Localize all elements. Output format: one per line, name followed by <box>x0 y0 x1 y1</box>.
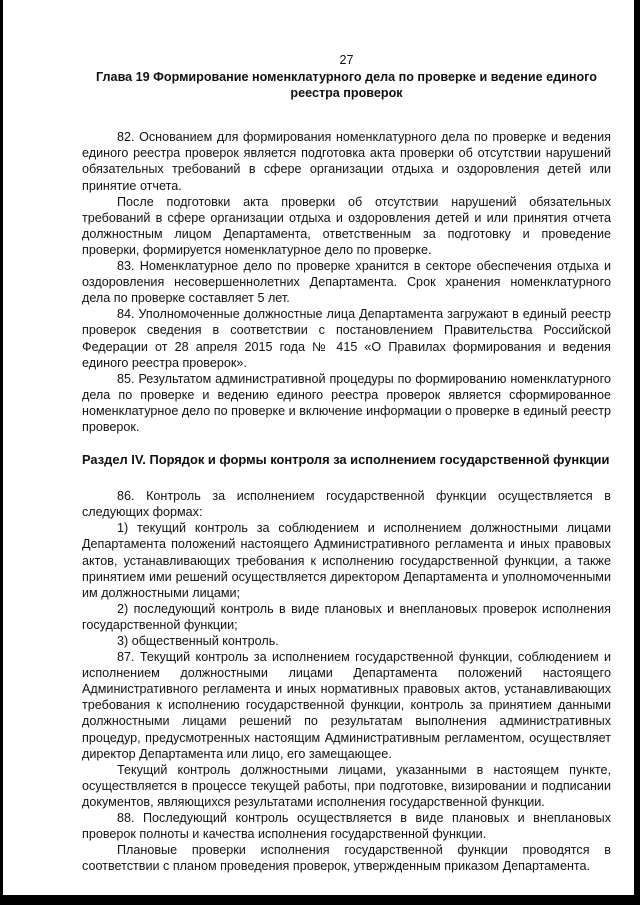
page-number: 27 <box>339 53 354 67</box>
paragraph-86-item-2: 2) последующий контроль в виде плановых и внеплановых проверок исполнения государственной функции; <box>82 601 611 632</box>
paragraph-87: 87. Текущий контроль за исполнением государственной функции, соблюдением и исполнением должностными лицами Департамента положений настоящего Административного регламента и иных нормативных правовых актов, устанавливающих требования к исполнению государственной функции, контроль за принятием данными должностными лицами решений по результатам выполнения административных процедур, предусмотренных настоящим Административным регламентом, осуществляет директор Департамента или лицо, его замещающее. <box>82 650 611 761</box>
paragraph-83: 83. Номенклатурное дело по проверке хранится в секторе обеспечения отдыха и оздоровления несовершеннолетних Департамента. Срок хранения номенклатурного дела по проверке составляет 5 лет. <box>82 259 611 306</box>
chapter-heading: Глава 19 Формирование номенклатурного дела по проверке и ведение единого реестра проверок <box>96 70 597 101</box>
paragraph-82-continued: После подготовки акта проверки об отсутствии нарушений обязательных требований в сфере организации отдыха и оздоровления детей и или принятия отчета должностным лицом Департамента, ответственным за подготовку и проведение проверки, формируется номенклатурное дело по проверке. <box>82 194 611 257</box>
document-page <box>82 52 611 874</box>
paragraph-88-continued: Плановые проверки исполнения государственной функции проводятся в соответствии с планом проведения проверок, утвержденным приказом Департамента. <box>82 843 611 874</box>
scan-edge-left <box>0 0 3 905</box>
paragraph-84: 84. Уполномоченные должностные лица Департамента загружают в единый реестр проверок сведения в соответствии с постановлением Правительства Российской Федерации от 28 апреля 2015 года № 415 «О Правилах формирования и ведения единого реестра проверок». <box>82 307 611 370</box>
paragraph-85: 85. Результатом административной процедуры по формированию номенклатурного дела по проверке и ведению единого реестра проверок является сформированное номенклатурное дело по проверке и включение информации о проверке в единый реестр проверок. <box>82 371 611 434</box>
paragraph-86-item-3: 3) общественный контроль. <box>117 634 279 648</box>
paragraph-86: 86. Контроль за исполнением государственной функции осуществляется в следующих формах: <box>82 489 611 520</box>
scan-edge-bottom <box>0 895 640 905</box>
section-heading: Раздел IV. Порядок и формы контроля за исполнением государственной функции <box>82 452 610 468</box>
scan-edge-right <box>634 0 640 905</box>
paragraph-86-item-1: 1) текущий контроль за соблюдением и исполнением должностными лицами Департамента положений настоящего Административного регламента и иных правовых актов, устанавливающих требования к исполнению государственной функции, а также принятием ими решений осуществляется директором Департамента и уполномоченными им должностными лицами; <box>82 521 611 600</box>
paragraph-82: 82. Основанием для формирования номенклатурного дела по проверке и ведения единого реестра проверок является подготовка акта проверки об отсутствии нарушений обязательных требований в сфере организации отдыха и оздоровления детей или принятие отчета. <box>82 130 611 193</box>
paragraph-88: 88. Последующий контроль осуществляется в виде плановых и внеплановых проверок полноты и качества исполнения государственной функции. <box>82 811 611 842</box>
paragraph-87-continued: Текущий контроль должностными лицами, указанными в настоящем пункте, осуществляется в процессе текущей работы, при подготовке, визировании и подписании документов, являющихся результатами исполнения государственной функции. <box>82 762 611 809</box>
